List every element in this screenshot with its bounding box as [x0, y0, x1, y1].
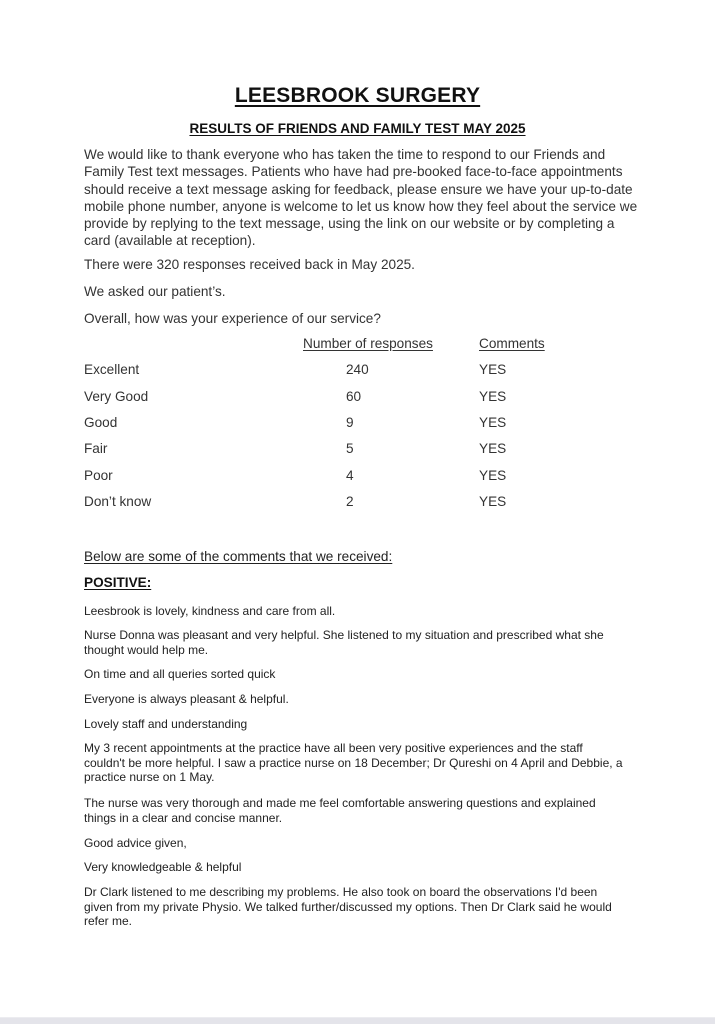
row-label: Good	[84, 415, 118, 430]
comment-line: couldn't be more helpful. I saw a practice nurse on 18 December; Dr Qureshi on 4 April and Debbie, a	[84, 755, 623, 770]
intro-line: Family Test text messages. Patients who have had pre-booked face-to-face appointments	[84, 164, 623, 180]
row-comments: YES	[479, 494, 507, 509]
row-label: Excellent	[84, 362, 140, 377]
intro-line: should receive a text message asking for feedback, please ensure we have your up-to-date	[84, 181, 633, 197]
row-comments: YES	[479, 415, 507, 430]
row-count: 9	[346, 415, 354, 430]
comment-item	[84, 628, 664, 657]
asked-statement: We asked our patient’s.	[84, 284, 226, 299]
comment-item	[84, 885, 664, 929]
row-label: Poor	[84, 468, 113, 483]
intro-line: card (available at reception).	[84, 233, 256, 249]
comment-item	[84, 860, 664, 875]
comment-item	[84, 741, 664, 785]
row-label: Fair	[84, 441, 108, 456]
table-row	[84, 415, 644, 433]
row-comments: YES	[479, 468, 507, 483]
row-count: 240	[346, 362, 369, 377]
comment-line: Nurse Donna was pleasant and very helpful. She listened to my situation and prescribed what she	[84, 628, 604, 642]
comment-line: Very knowledgeable & helpful	[84, 860, 242, 874]
responses-statement: There were 320 responses received back in May 2025.	[84, 257, 415, 272]
comment-line: practice nurse on 1 May.	[84, 770, 215, 785]
table-row	[84, 389, 644, 407]
row-count: 60	[346, 389, 362, 404]
comment-line: My 3 recent appointments at the practice have all been very positive experiences and the staff	[84, 741, 583, 755]
positive-heading: POSITIVE:	[84, 575, 152, 590]
comment-line: things in a clear and concise manner.	[84, 810, 283, 825]
comment-line: thought would help me.	[84, 642, 209, 657]
comment-line: On time and all queries sorted quick	[84, 667, 276, 681]
page-bottom-edge	[0, 1017, 715, 1024]
table-row	[84, 468, 644, 486]
intro-line: provide by replying to the text message, using the link on our website or by completing a	[84, 216, 615, 232]
comment-line: Good advice given,	[84, 836, 187, 850]
comment-line: Leesbrook is lovely, kindness and care from all.	[84, 604, 336, 618]
comment-item	[84, 836, 664, 851]
row-label: Don’t know	[84, 494, 152, 509]
comment-item	[84, 667, 664, 682]
comment-line: given from my private Physio. We talked further/discussed my options. Then Dr Clark said he would	[84, 899, 612, 914]
intro-line: We would like to thank everyone who has taken the time to respond to our Friends and	[84, 147, 606, 162]
page-subtitle: RESULTS OF FRIENDS AND FAMILY TEST MAY 2025	[189, 121, 526, 136]
column-header-comments: Comments	[479, 336, 545, 351]
table-row	[84, 441, 644, 459]
comment-item	[84, 796, 664, 825]
row-comments: YES	[479, 441, 507, 456]
comments-intro-heading: Below are some of the comments that we received:	[84, 549, 393, 564]
row-comments: YES	[479, 389, 507, 404]
comment-line: Lovely staff and understanding	[84, 717, 248, 731]
intro-line: mobile phone number, anyone is welcome to let us know how they feel about the service we	[84, 198, 638, 214]
survey-question: Overall, how was your experience of our service?	[84, 311, 381, 326]
comment-item	[84, 717, 664, 732]
comment-line: Dr Clark listened to me describing my problems. He also took on board the observations I'd been	[84, 885, 598, 899]
page-title: LEESBROOK SURGERY	[234, 84, 481, 107]
row-label: Very Good	[84, 389, 149, 404]
row-count: 4	[346, 468, 354, 483]
comment-item	[84, 604, 664, 619]
comment-line: refer me.	[84, 914, 133, 929]
row-count: 2	[346, 494, 354, 509]
comment-item	[84, 692, 664, 707]
row-comments: YES	[479, 362, 507, 377]
row-count: 5	[346, 441, 354, 456]
comment-line: Everyone is always pleasant & helpful.	[84, 692, 289, 706]
intro-paragraph	[84, 146, 644, 250]
column-header-responses: Number of responses	[303, 336, 433, 351]
table-row	[84, 362, 644, 380]
comment-line: The nurse was very thorough and made me feel comfortable answering questions and explained	[84, 796, 596, 810]
table-row	[84, 494, 644, 512]
